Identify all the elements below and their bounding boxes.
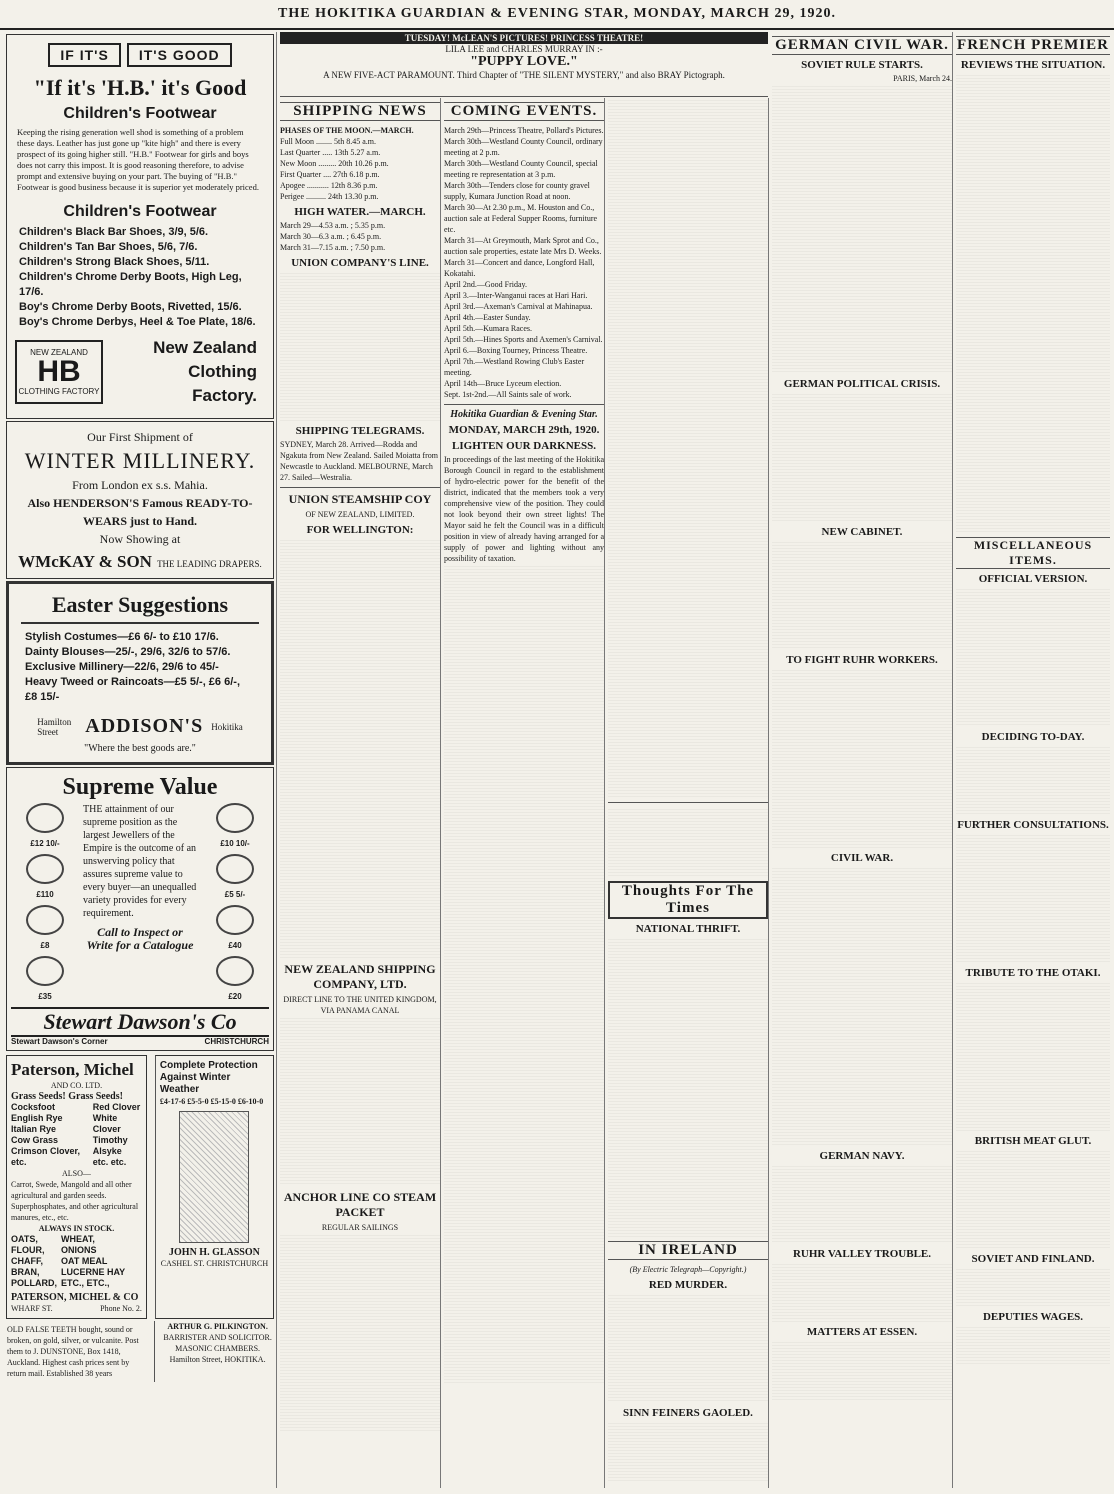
list-item: March 30—At 2.30 p.m., M. Houston and Co., auction sale at Federal Supper Rooms, furniture etc.: [444, 203, 598, 234]
ring-icon: [26, 956, 64, 986]
list-item: Exclusive Millinery—22/6, 29/6 to 45/-: [25, 661, 219, 673]
coat-illustration: [179, 1111, 249, 1243]
masthead: [0, 0, 1114, 30]
shipping-heading: SHIPPING NEWS: [280, 102, 440, 121]
list-item: Children's Chrome Derby Boots, High Leg, 17/6.: [19, 271, 242, 298]
hb-heading: Children's Footwear: [63, 105, 217, 122]
ring-column-left: £12 10/- £110 £8 £35: [11, 803, 79, 1001]
list-item: March 30th—Westland County Council, ordinary meeting at 2 p.m.: [444, 137, 603, 157]
film-title: "PUPPY LOVE.": [470, 54, 578, 69]
list-item: Heavy Tweed or Raincoats—£5 5/-, £6 6/-, £8 15/-: [25, 676, 240, 703]
hb-logo: NEW ZEALAND HB CLOTHING FACTORY: [15, 340, 103, 404]
telegrams: SYDNEY, March 28. Arrived—Rodda and Ngakuta from New Zealand. Sailed Moiatta from Newcastle to Auckland. MELBOURNE, March 27. Sailed—Westralia.: [280, 440, 438, 482]
pilkington-card: ARTHUR G. PILKINGTON. BARRISTER AND SOLICITOR. MASONIC CHAMBERS. Hamilton Street, HOKITIKA.: [154, 1321, 276, 1382]
german-news-column: GERMAN CIVIL WAR. SOVIET RULE STARTS. PARIS, March 24. GERMAN POLITICAL CRISIS. NEW CABINET. TO FIGHT RUHR WORKERS. CIVIL WAR. GERMAN NAVY. RUHR VALLEY TROUBLE. MATTERS AT ESSEN.: [772, 32, 953, 1488]
hb-price-list: [19, 225, 261, 330]
cinema-ad: TUESDAY! McLEAN'S PICTURES! PRINCESS THEATRE! LILA LEE and CHARLES MURRAY IN :- "PUPPY LOVE." A NEW FIVE-ACT PARAMOUNT. Third Chapter of "THE SILENT MYSTERY," and also BRAY Pictograph.: [280, 32, 768, 97]
ring-icon: [216, 803, 254, 833]
events-column: COMING EVENTS. March 29th—Princess Theatre, Pollard's Pictures. March 30th—Westland County Council, ordinary meeting at 2 p.m. March 30th—Westland County Council, special meeting re representation at 3 p.m. March 30th—Tenders close for county gravel supply, Kumara Junction Road at noon. March 30—At 2.30 p.m., M. Houston and Co., auction sale at Federal Supper Rooms, furniture etc. March 31—At Greymouth, Mark Sprot and Co., auction sale properties, estate late Mrs D. Weeks. March 31—Concert and dance, Longford Hall, Kokatahi. April 2nd.—Good Friday. April 3.—Inter-Wanganui races at Hari Hari. April 3rd.—Axeman's Carnival at Mahinapua. April 4th.—Easter Sunday. April 5th.—Kumara Races. April 5th.—Hines Sports and Axemen's Carnival. April 6.—Boxing Tourney, Princess Theatre. April 7th.—Westland Rowing Club's Easter meeting. April 14th—Bruce Lyceum election. Sept. 1st-2nd.—All Saints sale of work. Hokitika Guardian & Evening Star. MONDAY, MARCH 29th, 1920. LIGHTEN OUR DARKNESS. In proceedings of the last meeting of the Hokitika Borough Council in regard to the establishment of hydro-electric power for the benefit of the district, indicated that the members took a very comprehensive view of the position. They could not look beyond their own street lights! The Mayor said he felt the Council was in a difficult position in view of already having arranged for a supply of power and lighting without any possibility of taxation.: [444, 98, 605, 1488]
list-item: April 7th.—Westland Rowing Club's Easter meeting.: [444, 357, 585, 377]
if-its-tag: IF IT'S: [48, 43, 120, 67]
premier-column: FRENCH PREMIER REVIEWS THE SITUATION. MISCELLANEOUS ITEMS. OFFICIAL VERSION. DECIDING TO-DAY. FURTHER CONSULTATIONS. TRIBUTE TO THE OTAKI. BRITISH MEAT GLUT. SOVIET AND FINLAND. DEPUTIES WAGES.: [956, 32, 1110, 1488]
german-heading: GERMAN CIVIL WAR.: [772, 36, 952, 55]
list-item: Children's Strong Black Shoes, 5/11.: [19, 256, 210, 268]
ring-column-right: £10 10/- £5 5/- £40 £20: [201, 803, 269, 1001]
shop-name: WMcKAY & SON: [18, 552, 152, 571]
list-item: March 31—Concert and dance, Longford Hall, Kokatahi.: [444, 258, 595, 278]
stewart-dawson-ad: Supreme Value £12 10/- £110 £8 £35 THE attainment of our supreme position as the largest Jewellers of the Empire is the outcome of an unswerving policy that assures supreme value to every buyer—an unequalled variety provides for every requirement. Call to Inspect or Write for a Catalogue £10 10/- £5 5/- £40 £20 Stewart Dawson's Co Stewart Dawson's Corner CHRISTCHURCH: [6, 767, 274, 1051]
false-teeth-ad: OLD FALSE TEETH bought, sound or broken, on gold, silver, or vulcanite. Post them to J. DUNSTONE, Box 1418, Auckland. Highest cash prices sent by return mail. Established 38 years: [7, 1325, 139, 1378]
events-list: [444, 125, 604, 400]
ring-icon: [216, 905, 254, 935]
ireland-heading: IN IRELAND: [608, 1241, 768, 1260]
list-item: April 4th.—Easter Sunday.: [444, 313, 531, 322]
list-item: Boy's Chrome Derbys, Heel & Toe Plate, 18/6.: [19, 316, 256, 328]
moon-phases: Full Moon ........ 5th 8.45 a.m. Last Quarter ..... 13th 5.27 a.m. New Moon ......... 20th 10.26 p.m. First Quarter .... 27th 6.18 p.m. Apogee ........... 12th 8.36 p.m. Perigee .......... 24th 13.30 p.m.: [280, 137, 389, 201]
list-item: Children's Tan Bar Shoes, 5/6, 7/6.: [19, 241, 198, 253]
ring-icon: [216, 854, 254, 884]
hb-list-heading: Children's Footwear: [63, 203, 217, 220]
union-text: [280, 271, 440, 421]
list-item: Dainty Blouses—25/-, 29/6, 32/6 to 57/6.: [25, 646, 231, 658]
hb-body: Keeping the rising generation well shod is something of a problem these days. Leather has just gone up "kite high" and there is every prospect of its going higher still. "H.B." Footwear for girls and boys does not carry this impost. It is good reasoning therefore, to advise prompt and extensive buying on your part. The buying of "H.B." Footwear is good business because it is superior yet moderately priced.: [17, 127, 259, 192]
advert-column: [4, 32, 277, 1488]
its-good-tag: IT'S GOOD: [127, 43, 232, 67]
list-item: April 5th.—Hines Sports and Axemen's Carnival.: [444, 335, 603, 344]
hb-footwear-ad: [6, 34, 274, 419]
list-item: April 6.—Boxing Tourney, Princess Theatre.: [444, 346, 588, 355]
stewart-dawson-logo: Stewart Dawson's Co: [11, 1007, 269, 1037]
masthead-title: THE HOKITIKA GUARDIAN & EVENING STAR, MONDAY, MARCH 29, 1920.: [278, 6, 836, 21]
ring-icon: [26, 803, 64, 833]
list-item: Children's Black Bar Shoes, 3/9, 5/6.: [19, 226, 209, 238]
ring-icon: [26, 854, 64, 884]
list-item: Boy's Chrome Derby Boots, Rivetted, 15/6.: [19, 301, 242, 313]
list-item: April 3rd.—Axeman's Carnival at Mahinapua.: [444, 302, 593, 311]
local-news-column: Thoughts For The Times NATIONAL THRIFT. IN IRELAND (By Electric Telegraph—Copyright.) RED MURDER. SINN FEINERS GAOLED.: [608, 98, 769, 1488]
local-news-text: [608, 98, 768, 798]
paper-name: Hokitika Guardian & Evening Star.: [450, 409, 598, 420]
list-item: Sept. 1st-2nd.—All Saints sale of work.: [444, 390, 572, 399]
list-item: April 14th—Bruce Lyceum election.: [444, 379, 562, 388]
millinery-heading: WINTER MILLINERY.: [24, 448, 256, 473]
bottom-ads-row: [4, 1053, 276, 1321]
list-item: April 5th.—Kumara Races.: [444, 324, 532, 333]
thoughts-heading: Thoughts For The Times: [608, 881, 768, 919]
list-item: April 2nd.—Good Friday.: [444, 280, 528, 289]
shipping-column: SHIPPING NEWS PHASES OF THE MOON.—MARCH. Full Moon ........ 5th 8.45 a.m. Last Quarter ..... 13th 5.27 a.m. New Moon ......... 20th 10.26 p.m. First Quarter .... 27th 6.18 p.m. Apogee ........... 12th 8.36 p.m. Perigee .......... 24th 13.30 p.m. HIGH WATER.—MARCH. March 29—4.53 a.m. ; 5.35 p.m. March 30—6.3 a.m. ; 6.45 p.m. March 31—7.15 a.m. ; 7.50 p.m. UNION COMPANY'S LINE. SHIPPING TELEGRAMS. SYDNEY, March 28. Arrived—Rodda and Ngakuta from New Zealand. Sailed Moiatta from Newcastle to Auckland. MELBOURNE, March 27. Sailed—Westralia. UNION STEAMSHIP COY OF NEW ZEALAND, LIMITED. FOR WELLINGTON: NEW ZEALAND SHIPPING COMPANY, LTD. DIRECT LINE TO THE UNITED KINGDOM, VIA PANAMA CANAL ANCHOR LINE CO STEAM PACKET REGULAR SAILINGS: [280, 98, 441, 1488]
factory-name: New Zealand Clothing Factory.: [153, 338, 257, 405]
easter-heading: Easter Suggestions: [21, 592, 259, 624]
coming-events-heading: COMING EVENTS.: [444, 102, 604, 121]
addisons-brand: ADDISON'S: [85, 715, 204, 737]
ring-icon: [216, 956, 254, 986]
hb-slogan: "If it's 'H.B.' it's Good: [33, 75, 247, 100]
millinery-ad: Our First Shipment of WINTER MILLINERY. From London ex s.s. Mahia. Also HENDERSON'S Famous READY-TO-WEARS just to Hand. Now Showing at WMcKAY & SON THE LEADING DRAPERS.: [6, 421, 274, 579]
list-item: March 29th—Princess Theatre, Pollard's Pictures.: [444, 126, 604, 135]
glasson-ad: Complete Protection Against Winter Weather £4-17-6 £5-5-0 £5-15-0 £6-10-0 JOHN H. GLASSON CASHEL ST. CHRISTCHURCH: [155, 1055, 274, 1319]
easter-ad: Easter Suggestions Stylish Costumes—£6 6/- to £10 17/6. Dainty Blouses—25/-, 29/6, 32/6 to 57/6. Exclusive Millinery—22/6, 29/6 to 45/- Heavy Tweed or Raincoats—£5 5/-, £6 6/-, £8 15/- Hamilton Street ADDISON'S Hokitika "Where the best goods are.": [6, 581, 274, 765]
misc-heading: MISCELLANEOUS ITEMS.: [956, 537, 1110, 569]
cinema-banner: TUESDAY! McLEAN'S PICTURES! PRINCESS THEATRE!: [280, 32, 768, 44]
list-item: April 3.—Inter-Wanganui races at Hari Hari.: [444, 291, 588, 300]
editorial-body: [444, 564, 604, 1384]
tides: March 29—4.53 a.m. ; 5.35 p.m. March 30—6.3 a.m. ; 6.45 p.m. March 31—7.15 a.m. ; 7.50 p.m.: [280, 221, 386, 252]
list-item: March 31—At Greymouth, Mark Sprot and Co., auction sale properties, estate late Mrs D. Weeks.: [444, 236, 602, 256]
paterson-heading: Paterson, Michel: [11, 1060, 134, 1079]
editorial-heading: LIGHTEN OUR DARKNESS.: [452, 440, 596, 452]
paterson-ad: Paterson, Michel AND CO. LTD. Grass Seeds! Grass Seeds! Cocksfoot English Rye Italian Rye Cow Grass Crimson Clover, etc. Red Clover White Clover Timothy Alsyke etc. etc. ALSO— Carrot, Swede, Mangold and all other agricultural and garden seeds. Superphosphates, and other agricultural manures, etc., etc. ALWAYS IN STOCK. OATS, FLOUR, CHAFF, BRAN, POLLARD, WHEAT, ONIONS OAT MEAL LUCERNE HAY ETC., ETC., PATERSON, MICHEL & CO WHARF ST. Phone No. 2.: [6, 1055, 147, 1319]
list-item: March 30th—Westland County Council, special meeting re representation at 3 p.m.: [444, 159, 598, 179]
hb-logo-row: [15, 336, 265, 408]
supreme-call: Call to Inspect or Write for a Catalogue: [86, 925, 194, 952]
french-premier-heading: FRENCH PREMIER: [957, 37, 1109, 53]
ring-icon: [26, 905, 64, 935]
supreme-heading: Supreme Value: [62, 774, 218, 800]
list-item: Stylish Costumes—£6 6/- to £10 17/6.: [25, 631, 219, 643]
sailing-schedule: [280, 538, 440, 958]
supreme-body: THE attainment of our supreme position as the largest Jewellers of the Empire is the outcome of an unswerving policy that assures supreme value to every buyer—an unequalled variety provides for every requirement.: [83, 804, 197, 919]
list-item: March 30th—Tenders close for county gravel supply, Kumara Junction Road at noon.: [444, 181, 590, 201]
